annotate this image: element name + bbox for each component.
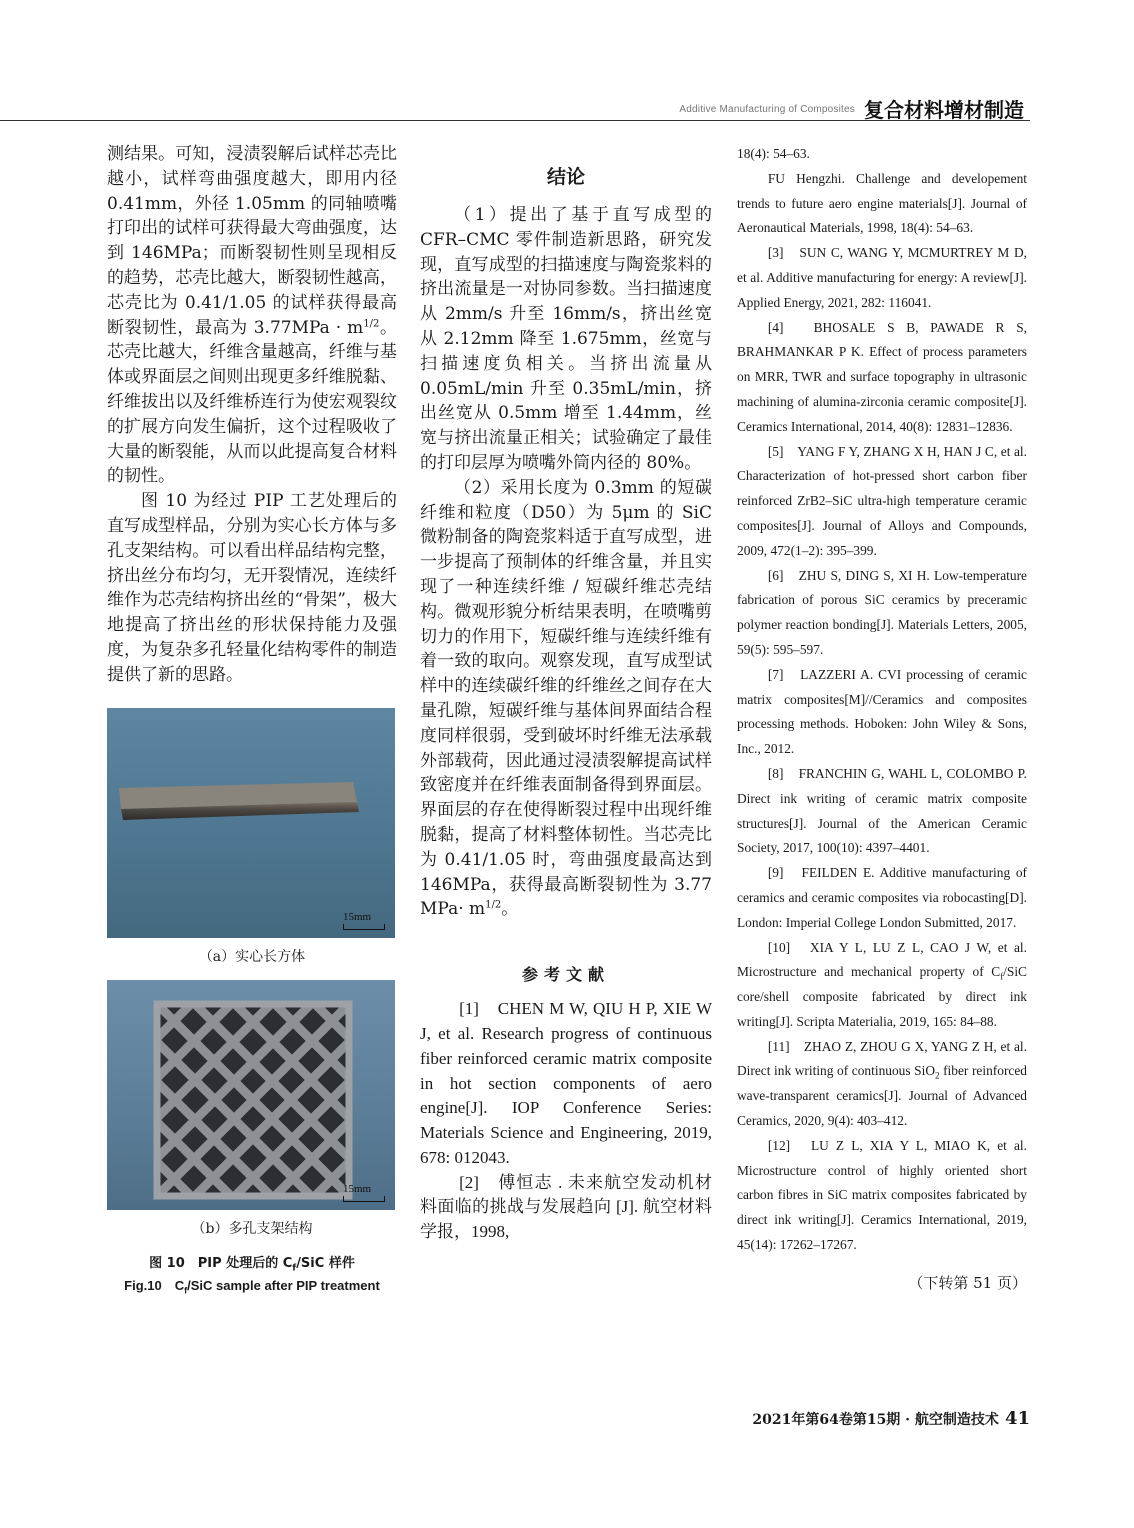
reference-item: [6] ZHU S, DING S, XI H. Low-temperature fabrication of porous SiC ceramics by preceramic polymer reaction bonding[J]. Materials Letters, 2005, 59(5): 595–597.: [737, 567, 1027, 657]
reference-item: [12] LU Z L, XIA Y L, MIAO K, et al. Microstructure control of highly oriented short carbon fibres in SiC matrix composites fabricated by direct ink writing[J]. Ceramics International, 2019, 45(14): 17262–17267.: [737, 1137, 1027, 1253]
reference-item: [7] LAZZERI A. CVI processing of ceramic matrix composites[M]//Ceramics and composites processing methods. Hoboken: John Wiley & Sons, Inc., 2012.: [737, 666, 1027, 757]
figure-photo-porous-scaffold: [107, 980, 395, 1210]
header-cn-title: 复合材料增材制造: [864, 98, 1024, 122]
page-footer: [752, 1408, 1030, 1429]
column-left: [107, 142, 397, 1294]
conclusion-item-1: （1）提出了基于直写成型的 CFR–CMC 零件制造新思路，研究发现，直写成型的扫描速度与陶瓷浆料的挤出流量是一对协同参数。当扫描速度从 2mm/s 升至 16mm/s，挤出丝宽从 2.12mm 降至 1.675mm，丝宽与扫描速度负相关。当挤出流量从 0.05mL/min 升至 0.35mL/min，挤出丝宽从 0.5mm 增至 1.44mm，丝宽与挤出流量正相关；试验确定了最佳的打印层厚为喷嘴外筒内径的 80%。: [420, 205, 712, 473]
caption-b: （b）多孔支架结构: [191, 1220, 313, 1237]
scale-bar-b: 15mm: [343, 1183, 385, 1202]
paragraph-results: 测结果。可知，浸渍裂解后试样芯壳比越小，试样弯曲强度越大，即用内径 0.41mm，外径 1.05mm 的同轴喷嘴打印出的试样可获得最大弯曲强度，达到 146MPa；而断裂韧性则呈现相反的趋势，芯壳比越大，断裂韧性越高，芯壳比为 0.41/1.05 的试样获得最高断裂韧性，最高为 $3.77MPa \cdot m^{1/2}$。芯壳比越大，纤维含量越高，纤维与基体或界面层之间则出现更多纤维脱黏、纤维拔出以及纤维桥连行为使宏观裂纹的扩展方向发生偏折，这个过程吸收了大量的断裂能，从而以此提高复合材料的韧性。: [107, 144, 397, 487]
porous-scaffold-image: [107, 980, 395, 1210]
figure-caption-en: Fig.10 $C_f$/SiC sample after PIP treatment: [124, 1277, 380, 1296]
conclusion-title: 结论: [546, 166, 585, 188]
column-right: [737, 142, 1027, 1293]
conclusion-item-2: （2）采用长度为 0.3mm 的短碳纤维和粒度（D50）为 5μm 的 SiC 微粉制备的陶瓷浆料适于直写成型，进一步提高了预制体的纤维含量，并且实现了一种连续纤维 / 短碳纤维芯壳结构。微观形貌分析结果表明，在喷嘴剪切力的作用下，短碳纤维与连续纤维有着一致的取向。观察发现，直写成型试样中的连续碳纤维的纤维丝之间存在大量孔隙，短碳纤维与基体间界面结合程度同样很弱，受到破坏时纤维无法承载外部载荷，因此通过浸渍裂解提高试样致密度并在纤维表面制备得到界面层。界面层的存在使得断裂过程中出现纤维脱黏，提高了材料整体韧性。当芯壳比为 0.41/1.05 时，弯曲强度最高达到 146MPa，获得最高断裂韧性为 3.77 $MPa\cdot m^{1/2}$。: [420, 477, 712, 920]
solid-bar-image: [107, 708, 395, 938]
reference-item: [10] XIA Y L, LU Z L, CAO J W, et al. Microstructure and mechanical property of $C_f$/SiC core/shell composite fabricated by direct ink writing[J]. Scripta Materialia, 2019, 165: 84–88.: [737, 939, 1027, 1029]
figure-caption-cn: 图 10 PIP 处理后的 $C_f$/SiC 样件: [149, 1255, 355, 1274]
reference-item: [3] SUN C, WANG Y, MCMURTREY M D, et al. Additive manufacturing for energy: A review[J]. Applied Energy, 2021, 282: 116041.: [737, 245, 1027, 310]
reference-item: [11] ZHAO Z, ZHOU G X, YANG Z H, et al. Direct ink writing of continuous SiO$_2$ fiber reinforced wave-transparent ceramics[J]. Journal of Advanced Ceramics, 2020, 9(4): 403–412.: [737, 1038, 1027, 1129]
running-header: [0, 88, 1030, 122]
reference-item: FU Hengzhi. Challenge and developement trends to future aero engine materials[J]. Journal of Aeronautical Materials, 1998, 18(4): 54–63.: [737, 170, 1027, 236]
paragraph-figure10: 图 10 为经过 PIP 工艺处理后的直写成型样品，分别为实心长方体与多孔支架结构。可以看出样品结构完整，挤出丝分布均匀，无开裂情况，连续纤维作为芯壳结构挤出丝的“骨架”，极大地提高了挤出丝的形状保持能力及强度，为复杂多孔轻量化结构零件的制造提供了新的思路。: [107, 491, 397, 685]
figure-photo-solid-bar: [107, 708, 395, 938]
reference-continuation: 18(4): 54–63.: [737, 146, 810, 161]
column-middle: [420, 142, 712, 1245]
reference-item: [1] CHEN M W, QIU H P, XIE W J, et al. Research progress of continuous fiber reinforced ceramic matrix composite in hot section components of aero engine[J]. IOP Conference Series: Materials Science and Engineering, 2019, 678: 012043.: [420, 999, 712, 1167]
reference-item: [4] BHOSALE S B, PAWADE R S, BRAHMANKAR P K. Effect of process parameters on MRR, TWR and surface topography in ultrasonic machining of alumina-zirconia ceramic composite[J]. Ceramics International, 2014, 40(8): 12831–12836.: [737, 319, 1027, 434]
page-number: 41: [1004, 1408, 1030, 1429]
footer-journal: 2021年第64卷第15期 · 航空制造技术: [752, 1412, 999, 1428]
references-title: 参考文献: [521, 965, 610, 985]
reference-item: [8] FRANCHIN G, WAHL L, COLOMBO P. Direct ink writing of ceramic matrix composite structures[J]. Journal of the American Ceramic Society, 2017, 100(10): 4397–4401.: [737, 765, 1027, 856]
reference-item: [2] 傅恒志 . 未来航空发动机材料面临的挑战与发展趋向 [J]. 航空材料学报，1998,: [420, 1172, 712, 1242]
continued-note: （下转第 51 页）: [908, 1273, 1027, 1292]
scale-bar-a: 15mm: [343, 911, 385, 930]
caption-a: （a）实心长方体: [198, 948, 306, 965]
reference-item: [9] FEILDEN E. Additive manufacturing of ceramics and ceramic composites via robocasting[D]. London: Imperial College London Submitted, 2017.: [737, 865, 1027, 930]
header-en-title: Additive Manufacturing of Composites: [679, 104, 855, 115]
header-rule: [0, 120, 1030, 121]
reference-item: [5] YANG F Y, ZHANG X H, HAN J C, et al. Characterization of hot-pressed short carbon fiber reinforced ZrB2–SiC ultra-high temperature ceramic composites[J]. Journal of Alloys and Compounds, 2009, 472(1–2): 395–399.: [737, 443, 1027, 558]
